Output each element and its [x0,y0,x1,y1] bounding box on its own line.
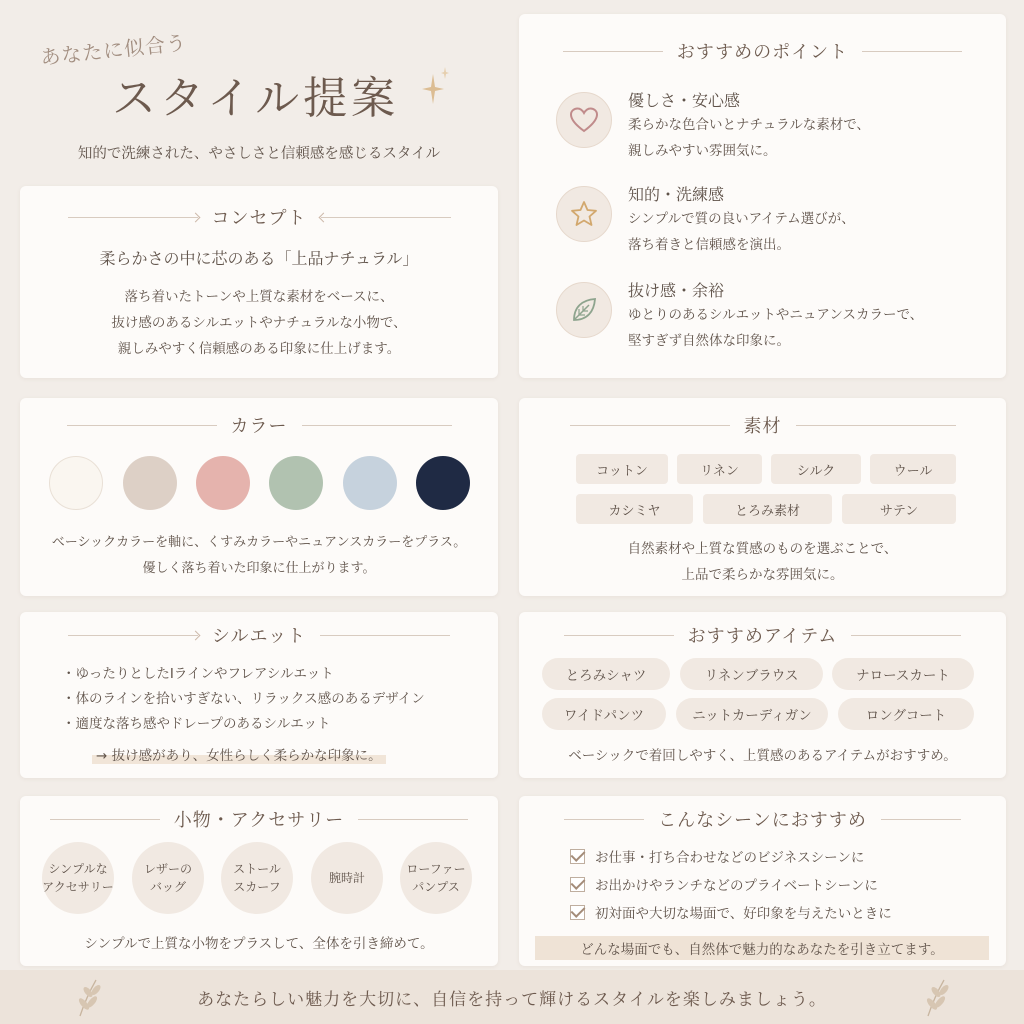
point-title-3: 抜け感・余裕 [628,281,725,300]
point-title-2: 知的・洗練感 [628,185,725,204]
material-text: 自然素材や上質な質感のものを選ぶことで、 上品で柔らかな雰囲気に。 [627,541,898,583]
silhouette-bullet-1: ・ゆったりとしたIラインやフレアシルエット [62,666,334,682]
material-chip-silk: シルク [771,454,861,484]
item-pill-pants: ワイドパンツ [542,698,666,730]
branch-left-icon [70,976,104,1018]
accessory-circle-shoes: ローファー パンプス [400,842,472,914]
point-title-1: 優しさ・安心感 [628,91,741,110]
point-desc-1: 柔らかな色合いとナチュラルな素材で、 親しみやすい雰囲気に。 [628,117,870,159]
color-swatch-ivory [49,456,103,510]
items-heading: おすすめアイテム [519,622,1006,648]
color-swatch-sage [269,456,323,510]
color-heading: カラー [20,412,498,438]
concept-text: 落ち着いたトーンや上質な素材をベースに、 抜け感のあるシルエットやナチュラルな小物で、 親しみやすく信頼感のある印象に仕上げます。 [111,289,407,357]
silhouette-bullet-2: ・体のラインを拾いすぎない、リラックス感のあるデザイン [62,691,425,707]
material-chip-toromi: とろみ素材 [703,494,832,524]
point-icon-leaf [556,282,612,338]
branch-right-icon [918,976,952,1018]
accessory-circle-bag: レザーの バッグ [132,842,204,914]
point-icon-star [556,186,612,242]
silhouette-bullet-3: ・適度な落ち感やドレープのあるシルエット [62,716,331,732]
item-pill-skirt: ナロースカート [832,658,974,690]
scenes-heading: こんなシーンにおすすめ [519,806,1006,832]
point-desc-3: ゆとりのあるシルエットやニュアンスカラーで、 堅すぎず自然体な印象に。 [628,307,924,349]
color-swatch-pink [196,456,250,510]
scenes-summary: どんな場面でも、自然体で魅力的なあなたを引き立てます。 [535,936,989,960]
accessories-heading: 小物・アクセサリー [20,806,498,832]
material-chip-satin: サテン [842,494,956,524]
page-title: スタイル提案 [112,73,400,124]
accessory-circle-watch: 腕時計 [311,842,383,914]
items-note: ベーシックで着回しやすく、上質感のあるアイテムがおすすめ。 [568,748,957,764]
concept-card [20,186,498,378]
footer-banner: あなたらしい魅力を大切に、自信を持って輝けるスタイルを楽しみましょう。 [0,970,1024,1024]
point-icon-heart [556,92,612,148]
scene-check-3: 初対面や大切な場面で、好印象を与えたいときに [570,902,892,922]
item-pill-blouse: リネンブラウス [680,658,823,690]
silhouette-heading: シルエット [20,622,498,648]
color-text: ベーシックカラーを軸に、くすみカラーやニュアンスカラーをプラス。 優しく落ち着いた印象に仕上がります。 [51,535,467,576]
checkbox-checked-icon [570,849,585,864]
checkbox-checked-icon [570,905,585,920]
accessory-circle-simple: シンプルな アクセサリー [42,842,114,914]
material-chip-wool: ウール [870,454,956,484]
material-chip-cotton: コットン [576,454,668,484]
scene-check-2: お出かけやランチなどのプライベートシーンに [570,874,878,894]
silhouette-conclusion: → 抜け感があり、女性らしく柔らかな印象に。 [92,744,386,764]
scene-check-1: お仕事・打ち合わせなどのビジネスシーンに [570,846,864,866]
color-swatch-blue [343,456,397,510]
color-swatch-greige [123,456,177,510]
points-heading: おすすめのポイント [519,38,1006,64]
tagline: 知的で洗練された、やさしさと信頼感を感じるスタイル [77,146,441,162]
leaf-icon [569,295,599,325]
point-desc-2: シンプルで質の良いアイテム選びが、 落ち着きと信頼感を演出。 [628,211,855,253]
header-subtitle: あなたに似合う [39,30,189,70]
color-swatch-navy [416,456,470,510]
item-pill-shirt: とろみシャツ [542,658,670,690]
accessory-circle-stole: ストール スカーフ [221,842,293,914]
heart-icon [569,106,599,134]
item-pill-coat: ロングコート [838,698,974,730]
checkbox-checked-icon [570,877,585,892]
material-chip-linen: リネン [677,454,762,484]
accessories-note: シンプルで上質な小物をプラスして、全体を引き締めて。 [84,936,434,952]
material-chip-cashmere: カシミヤ [576,494,693,524]
sparkle-small-icon [440,66,450,80]
concept-heading: コンセプト [20,204,498,230]
material-heading: 素材 [519,412,1006,438]
star-icon [569,199,599,229]
item-pill-cardigan: ニットカーディガン [676,698,828,730]
concept-lead: 柔らかさの中に芯のある「上品ナチュラル」 [99,249,419,268]
